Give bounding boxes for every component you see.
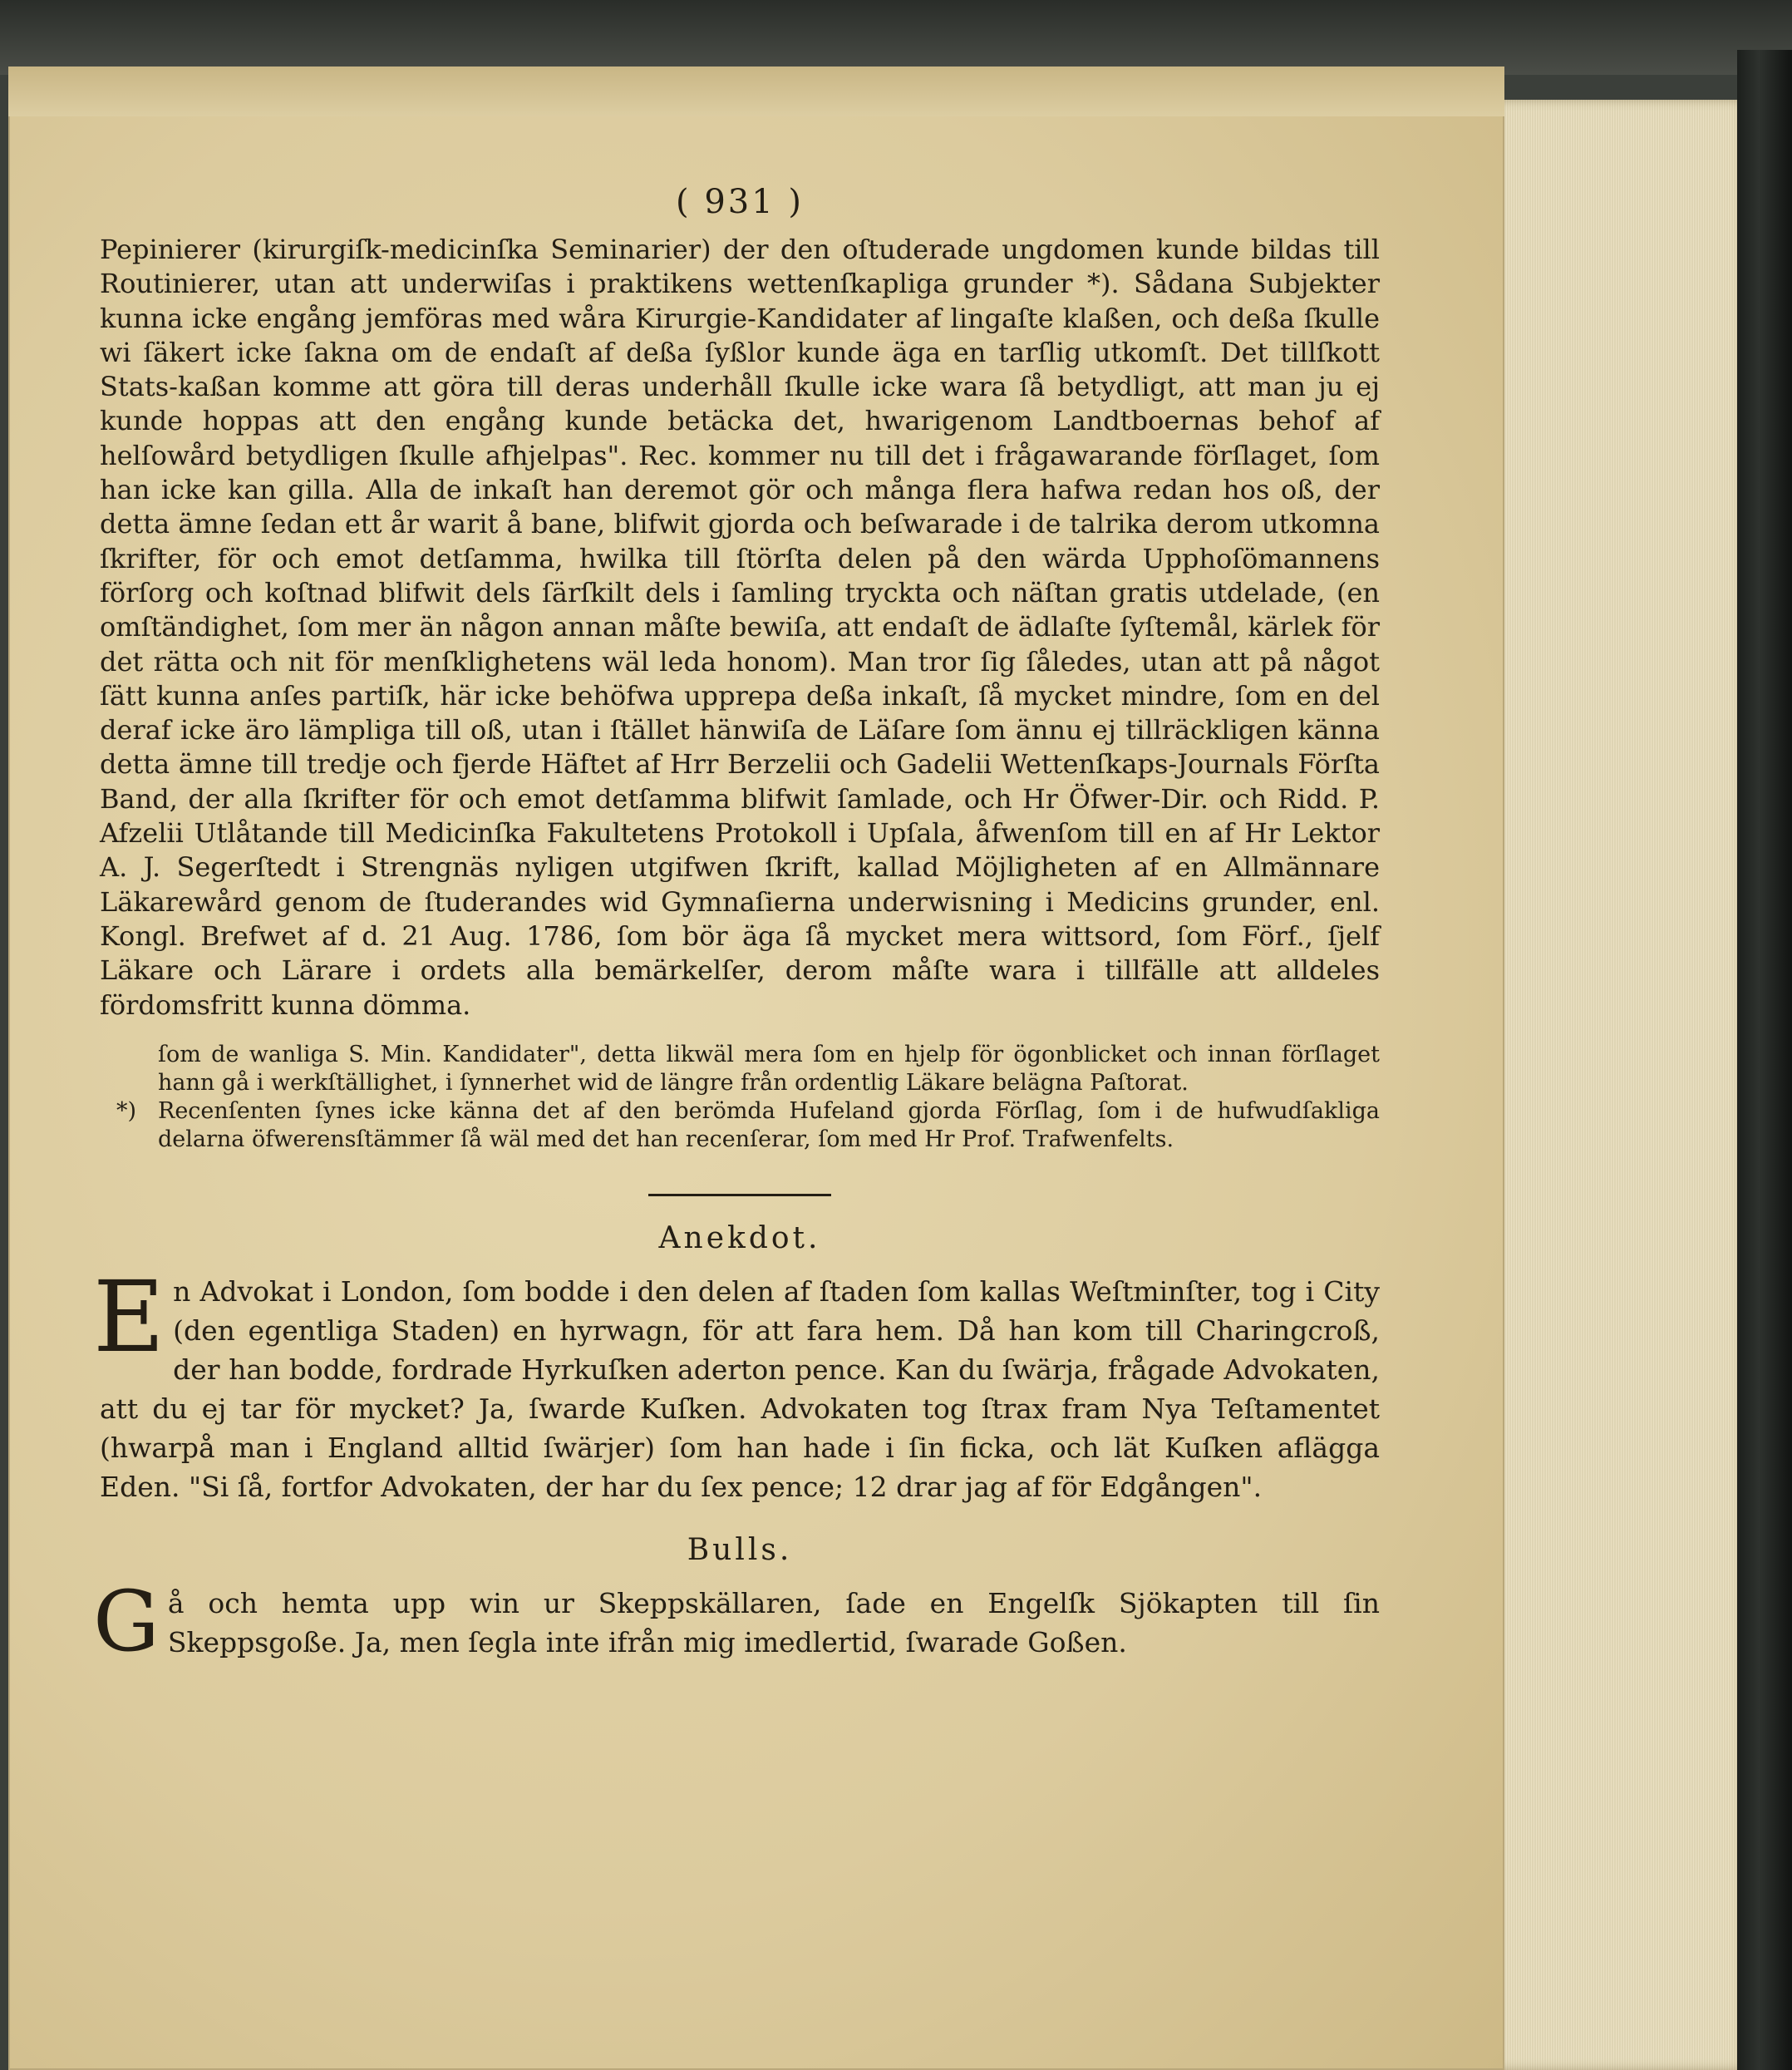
page-content [93, 183, 1380, 1670]
page-top-curl [8, 67, 1504, 116]
page-stack-edge [1488, 100, 1737, 2070]
background-band [0, 0, 1792, 75]
footnote-asterisk [100, 1097, 1380, 1154]
book-cover-edge [1737, 50, 1792, 2070]
footnotes [100, 1041, 1380, 1154]
page-number: ( 931 ) [676, 183, 804, 221]
footnote-text: Recenſenten ſynes icke känna det af den berömda Hufeland gjorda Förſlag, ſom i de hufwudſakliga delarna öfwerensſtämmer ſå wäl med det han recenſerar, ſom med Hr Prof. Trafwenfelts. [158, 1097, 1380, 1152]
section-divider [648, 1194, 831, 1196]
drop-cap-e: E [93, 1259, 165, 1374]
drop-cap-g: G [93, 1572, 160, 1670]
heading-anekdot: Anekdot. [658, 1220, 821, 1255]
bulls-body: å och hemta upp win ur Skeppskällaren, ſade en Engelſk Sjökapten till ſin Skeppsgoße. Ja, men ſegla inte ifrån mig imedlertid, ſwarade Goßen. [167, 1586, 1380, 1658]
anecdote-body: n Advokat i London, ſom bodde i den delen af ſtaden ſom kallas Weſtminſter, tog i City (den egentliga Staden) en hyrwagn, för att fara hem. Då han kom till Charingcroß, der han bodde, fordrade Hyrkuſken aderton pence. Kan du ſwärja, frågade Advokaten, att du ej tar för mycket? Ja, ſwarde Kuſken. Advokaten tog ſtrax fram Nya Teſtamentet (hwarpå man i England alltid ſwärjer) ſom han hade i ſin ficka, och lät Kuſken aflägga Eden. "Si ſå, fortfor Advokaten, der har du ſex pence; 12 drar jag af för Edgången". [100, 1274, 1380, 1503]
footnote-mark: *) [116, 1097, 137, 1124]
footnote-continuation: ſom de wanliga S. Min. Kandidater", detta likwäl mera ſom en hjelp för ögonblicket och innan förſlaget hann gå i werkſtällighet, i ſynnerhet wid de längre från ordentlig Läkare belägna Paſtorat. [158, 1041, 1380, 1096]
anecdote-text [93, 1259, 1380, 1506]
bulls-text [93, 1572, 1380, 1670]
main-text: Pepinierer (kirurgiſk-medicinſka Seminarier) der den oſtuderade ungdomen kunde bildas till Routinierer, utan att underwiſas i praktikens wettenſkapliga grunder *). Sådana Subjekter kunna icke engång jemföras med wåra Kirurgie-Kandidater af lingaſte klaßen, och deßa ſkulle wi ſäkert icke ſakna om de endaſt af deßa ſyßlor kunde äga en tarſlig utkomſt. Det tillſkott Stats-kaßan komme att göra till deras underhåll ſkulle icke wara ſå betydligt, att man ju ej kunde hoppas att den engång kunde betäcka det, hwarigenom Landtboernas behof af helſowård betydligen ſkulle afhjelpas". Rec. kommer nu till det i frågawarande förſlaget, ſom han icke kan gilla. Alla de inkaſt han deremot gör och många flera hafwa redan hos oß, der detta ämne ſedan ett år warit å bane, blifwit gjorda och beſwarade i de talrika derom utkomna ſkrifter, för och emot detſamma, hwilka till ſtörſta delen på den wärda Upphoſömannens förſorg och koſtnad blifwit dels ſärſkilt dels i ſamling tryckta och näſtan gratis utdelade, (en omſtändighet, ſom mer än någon annan måſte bewiſa, att endaſt de ädlaſte ſyſtemål, kärlek för det rätta och nit för menſklighetens wäl leda honom). Man tror ſig ſåledes, utan att på något ſätt kunna anſes partiſk, här icke behöfwa upprepa deßa inkaſt, ſå mycket mindre, ſom en del deraf icke äro lämpliga till oß, utan i ſtället hänwiſa de Läſare ſom ännu ej tillräckligen känna detta ämne till tredje och fjerde Häftet af Hrr Berzelii och Gadelii Wettenſkaps-Journals Förſta Band, der alla ſkrifter för och emot detſamma blifwit ſamlade, och Hr Öfwer-Dir. och Ridd. P. Afzelii Utlåtande till Medicinſka Fakultetens Protokoll i Upſala, åfwenſom till en af Hr Lektor A. J. Segerſtedt i Strengnäs nyligen utgifwen ſkrift, kallad Möjligheten af en Allmännare Läkarewård genom de ſtuderandes wid Gymnaſierna underwisning i Medicins grunder, enl. Kongl. Brefwet af d. 21 Aug. 1786, ſom bör äga ſå mycket mera wittsord, ſom Förf., ſjelf Läkare och Lärare i ordets alla bemärkelſer, derom måſte wara i tillfälle att alldeles fördomsfritt kunna dömma. [100, 234, 1380, 1021]
heading-bulls: Bulls. [687, 1532, 793, 1567]
